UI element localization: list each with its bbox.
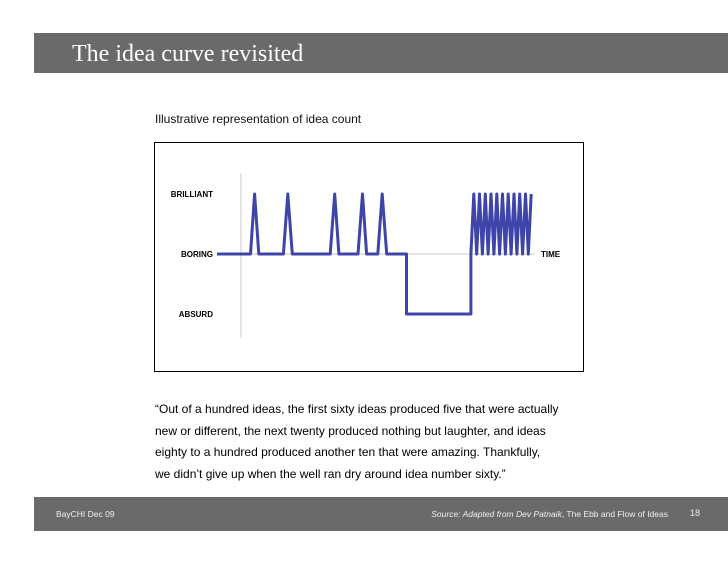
footer-source-author: Source: Adapted from Dev Patnaik: [431, 509, 562, 519]
quote-line: eighty to a hundred produced another ten that were amazing. Thankfully,: [155, 445, 541, 459]
quote-line: we didn’t give up when the well ran dry around idea number sixty.”: [155, 466, 506, 481]
footer-source: [431, 509, 668, 519]
y-level-label-absurd: ABSURD: [178, 310, 213, 319]
quote-block: [155, 399, 605, 485]
footer-event: BayCHI Dec 09: [56, 509, 115, 519]
footer-source-title: , The Ebb and Flow of Ideas: [561, 509, 668, 519]
quote-line: “Out of a hundred ideas, the first sixty ideas produced five that were actually: [155, 402, 559, 416]
quote-line: new or different, the next twenty produced nothing but laughter, and ideas: [155, 423, 546, 438]
chart-subtitle: Illustrative representation of idea count: [155, 112, 362, 126]
idea-curve-chart: [155, 143, 585, 373]
title-bar: [34, 33, 728, 73]
footer-bar: [34, 497, 728, 531]
page-number: 18: [689, 508, 700, 518]
y-level-label-brilliant: BRILLIANT: [170, 190, 213, 199]
x-axis-label-time: TIME: [541, 250, 561, 259]
y-level-label-boring: BORING: [181, 250, 213, 259]
chart-frame: [154, 142, 584, 372]
slide-title: The idea curve revisited: [72, 41, 304, 67]
